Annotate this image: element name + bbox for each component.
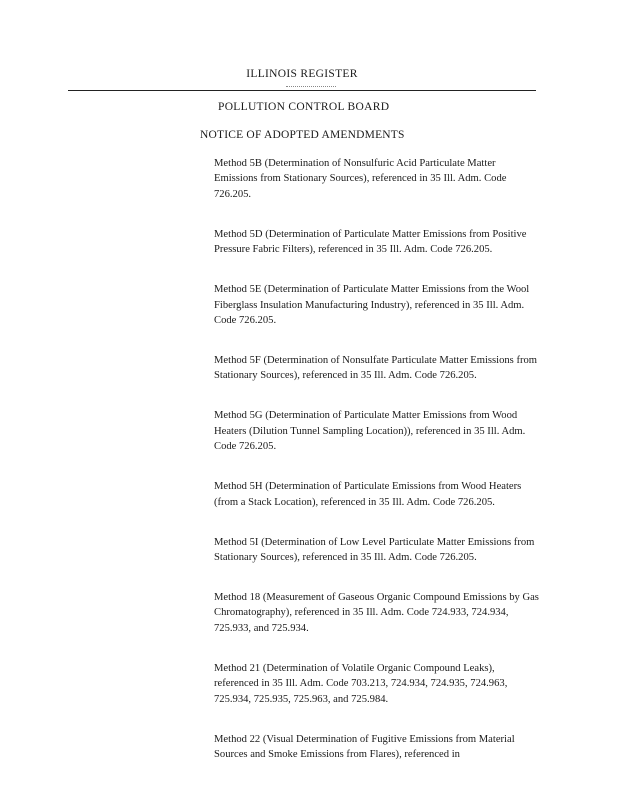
method-21-paragraph: Method 21 (Determination of Volatile Organic Compound Leaks), referenced in 35 Ill. Adm. Code 703.213, 724.934, 724.935, 724.963, 725.934, 725.935, 725.963, and 725.984. [214,662,508,705]
method-5f-paragraph: Method 5F (Determination of Nonsulfate Particulate Matter Emissions from Stationary Sources), referenced in 35 Ill. Adm. Code 726.205. [214,355,538,382]
method-5b-paragraph: Method 5B (Determination of Nonsulfuric Acid Particulate Matter Emissions from Stationary Sources), referenced in 35 Ill. Adm. Code 726.205. [214,158,507,200]
header-rule-mark [286,86,336,87]
register-title: ILLINOIS REGISTER [246,68,358,80]
method-5i-paragraph: Method 5I (Determination of Low Level Particulate Matter Emissions from Stationary Sources), referenced in 35 Ill. Adm. Code 726.205. [214,536,535,564]
method-22-paragraph: Method 22 (Visual Determination of Fugitive Emissions from Material Sources and Smoke Emissions from Flares), referenced in [214,733,515,761]
method-5h-paragraph: Method 5H (Determination of Particulate Emissions from Wood Heaters (from a Stack Location), referenced in 35 Ill. Adm. Code 726.205. [214,481,522,508]
header-rule [68,90,536,91]
method-list [214,156,540,787]
board-title: POLLUTION CONTROL BOARD [218,101,390,113]
method-5g-paragraph: Method 5G (Determination of Particulate Matter Emissions from Wood Heaters (Dilution Tunnel Sampling Location)), referenced in 35 Ill. Adm. Code 726.205. [214,410,526,453]
method-18-paragraph: Method 18 (Measurement of Gaseous Organic Compound Emissions by Gas Chromatography), referenced in 35 Ill. Adm. Code 724.933, 724.934, 725.933, and 725.934. [214,592,539,634]
notice-title: NOTICE OF ADOPTED AMENDMENTS [200,129,405,141]
method-5e-paragraph: Method 5E (Determination of Particulate Matter Emissions from the Wool Fiberglass Insulation Manufacturing Industry), referenced in 35 Ill. Adm. Code 726.205. [214,284,530,327]
method-5d-paragraph: Method 5D (Determination of Particulate Matter Emissions from Positive Pressure Fabric Filters), referenced in 35 Ill. Adm. Code 726.205. [214,228,527,256]
